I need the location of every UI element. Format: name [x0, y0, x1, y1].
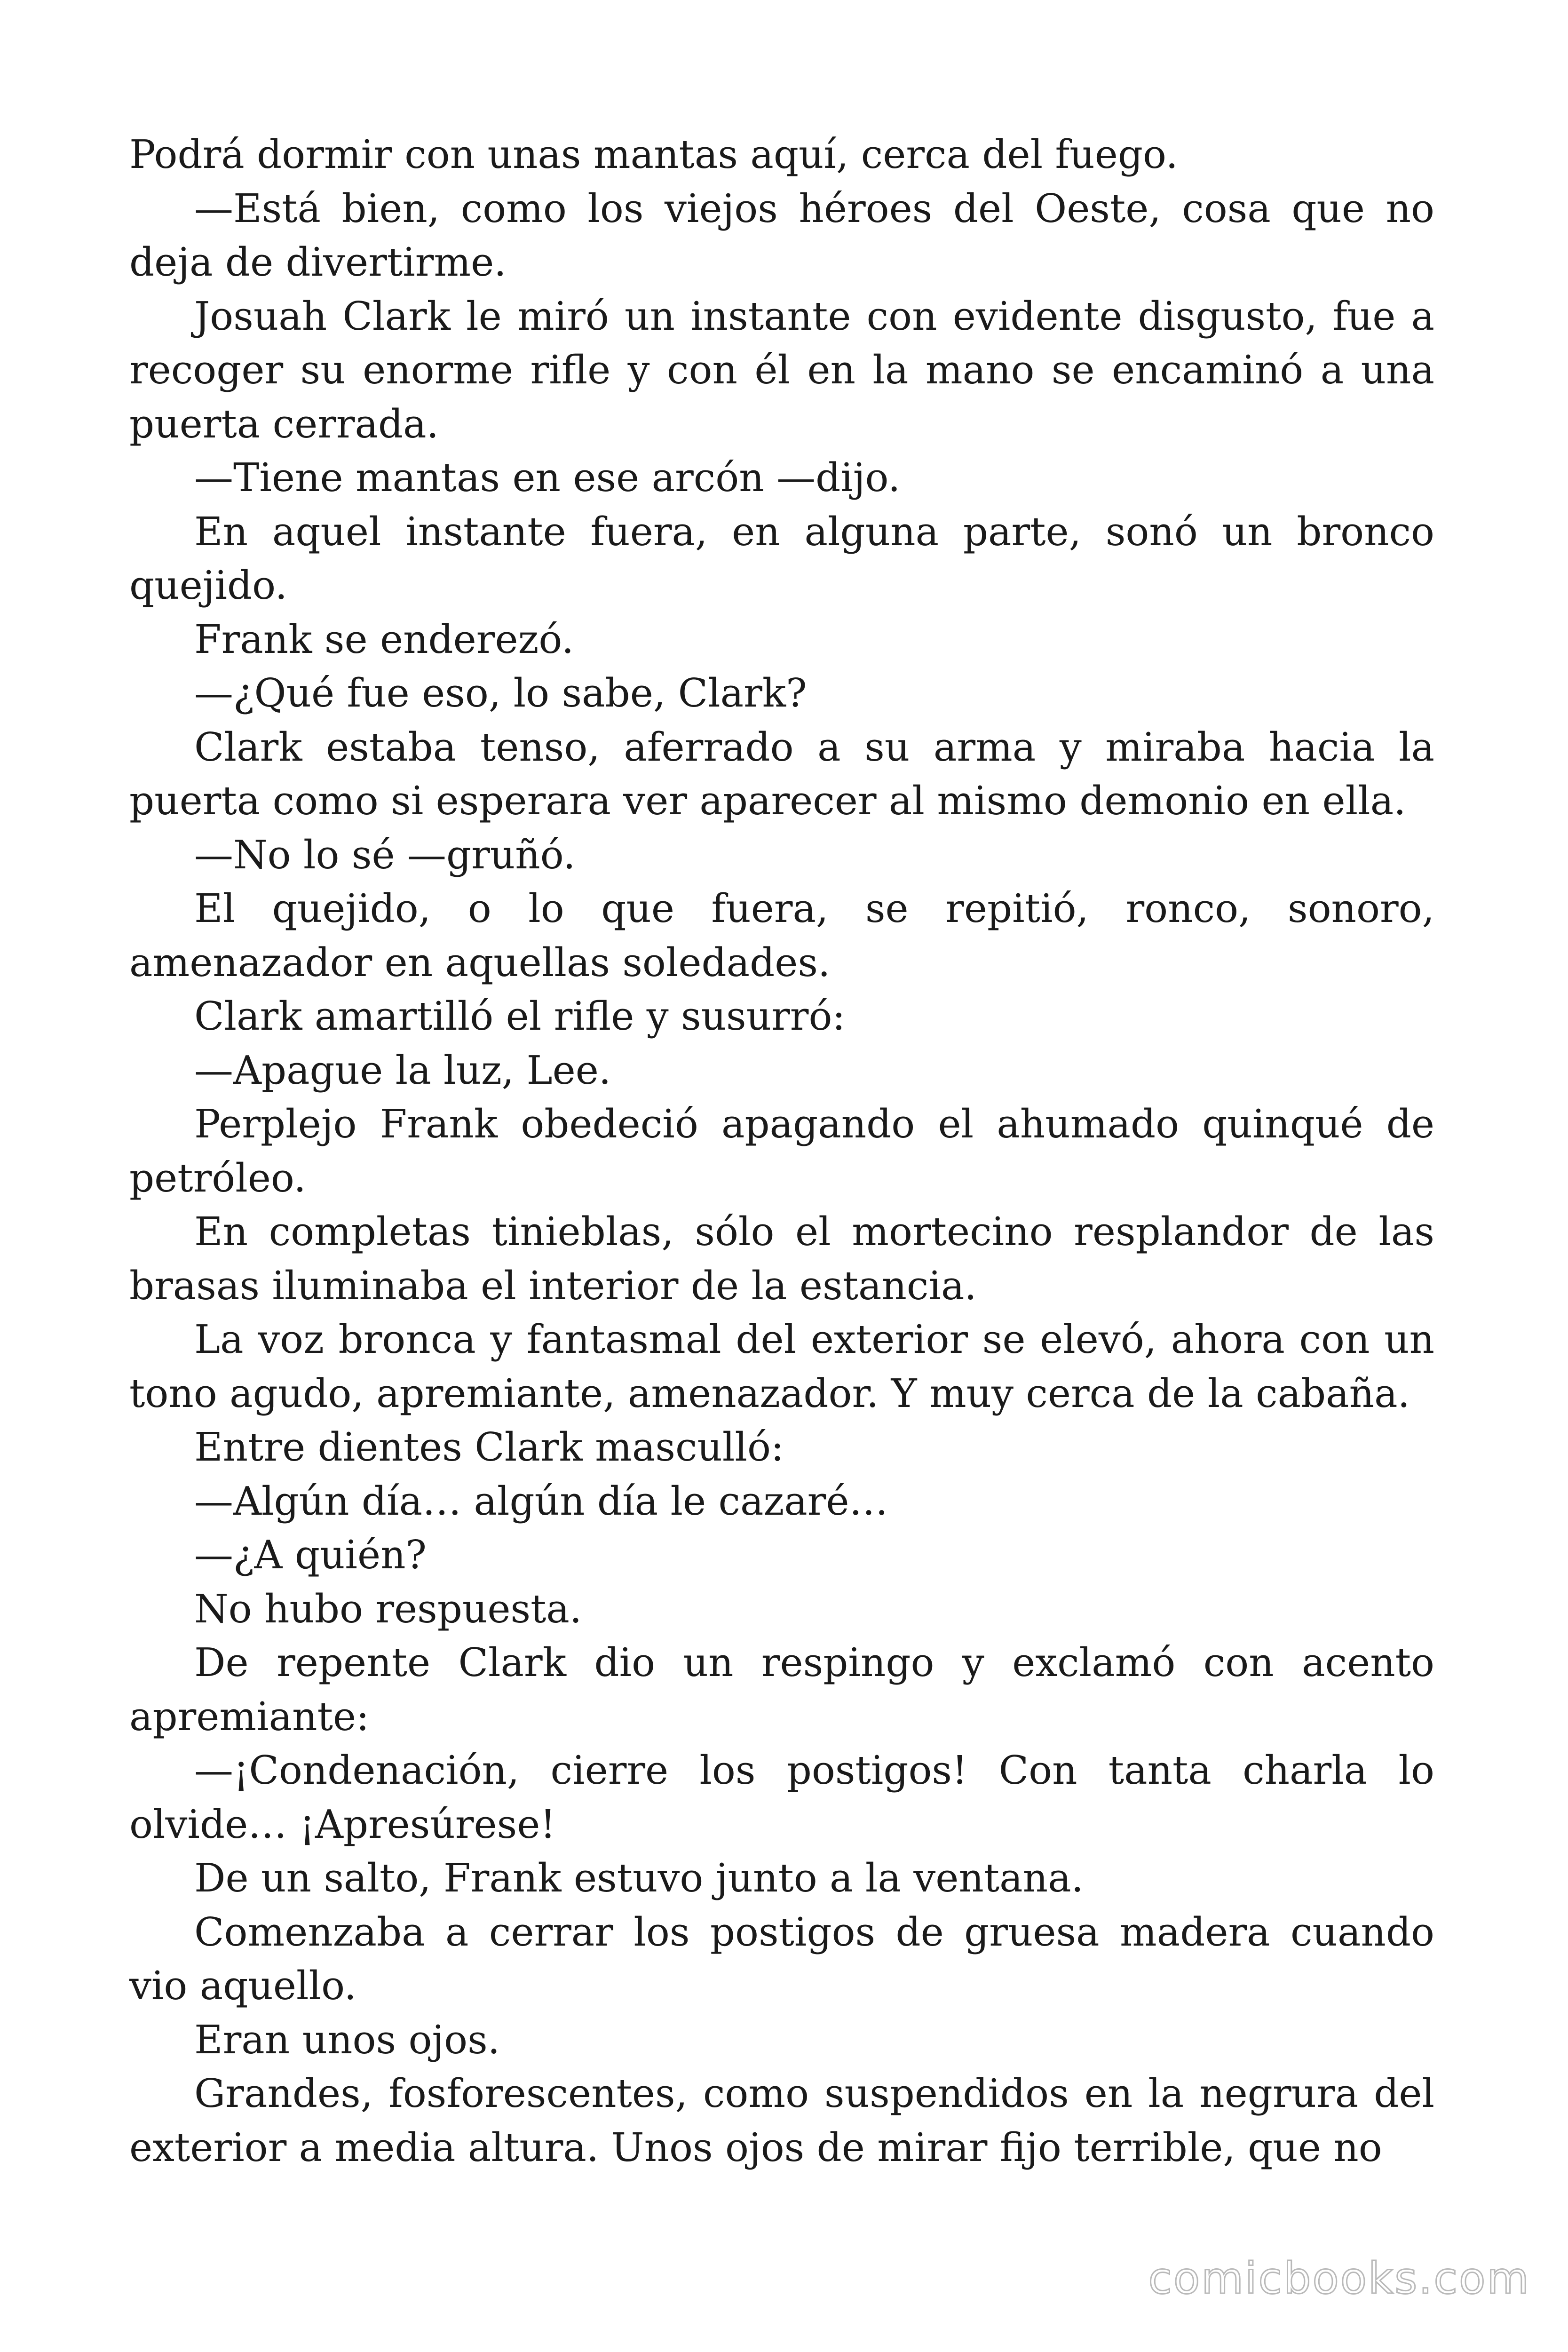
- paragraph: Podrá dormir con unas mantas aquí, cerca del fuego.: [129, 132, 1178, 177]
- body-text: [129, 128, 1434, 2175]
- paragraph: —¡Condenación, cierre los postigos! Con tanta charla lo olvide… ¡Apresúrese!: [129, 1748, 1434, 1847]
- paragraph: —Está bien, como los viejos héroes del Oeste, cosa que no deja de divertirme.: [129, 185, 1434, 285]
- paragraph: Frank se enderezó.: [194, 616, 574, 662]
- paragraph: —No lo sé —gruñó.: [194, 832, 576, 878]
- paragraph: —¿Qué fue eso, lo sabe, Clark?: [194, 670, 807, 716]
- paragraph: El quejido, o lo que fuera, se repitió, ronco, sonoro, amenazador en aquellas soledades.: [129, 886, 1434, 985]
- paragraph: Josuah Clark le miró un instante con evidente disgusto, fue a recoger su enorme rifle y con él en la mano se encaminó a una puerta cerrada.: [129, 293, 1434, 447]
- paragraph: Perplejo Frank obedeció apagando el ahumado quinqué de petróleo.: [129, 1101, 1434, 1201]
- paragraph: —Apague la luz, Lee.: [194, 1047, 611, 1093]
- paragraph: Grandes, fosforescentes, como suspendidos en la negrura del exterior a media altura. Unos ojos de mirar fijo terrible, que no: [129, 2071, 1434, 2170]
- paragraph: La voz bronca y fantasmal del exterior se elevó, ahora con un tono agudo, apremiante, amenazador. Y muy cerca de la cabaña.: [129, 1317, 1434, 1416]
- paragraph: —¿A quién?: [194, 1532, 427, 1578]
- paragraph: No hubo respuesta.: [194, 1586, 582, 1632]
- paragraph: En completas tinieblas, sólo el mortecino resplandor de las brasas iluminaba el interior de la estancia.: [129, 1209, 1434, 1309]
- paragraph: En aquel instante fuera, en alguna parte, sonó un bronco quejido.: [129, 509, 1434, 608]
- paragraph: —Tiene mantas en ese arcón —dijo.: [194, 455, 901, 501]
- paragraph: Eran unos ojos.: [194, 2017, 500, 2063]
- paragraph: De un salto, Frank estuvo junto a la ventana.: [194, 1855, 1084, 1901]
- paragraph: Entre dientes Clark masculló:: [194, 1424, 784, 1470]
- paragraph: Clark amartilló el rifle y susurró:: [194, 993, 846, 1039]
- paragraph: Clark estaba tenso, aferrado a su arma y miraba hacia la puerta como si esperara ver aparecer al mismo demonio en ella.: [129, 724, 1434, 824]
- paragraph: —Algún día… algún día le cazaré…: [194, 1478, 888, 1524]
- paragraph: De repente Clark dio un respingo y exclamó con acento apremiante:: [129, 1640, 1434, 1740]
- paragraph: Comenzaba a cerrar los postigos de gruesa madera cuando vio aquello.: [129, 1909, 1434, 2009]
- watermark-logo: comicbooks.com: [1148, 2253, 1530, 2304]
